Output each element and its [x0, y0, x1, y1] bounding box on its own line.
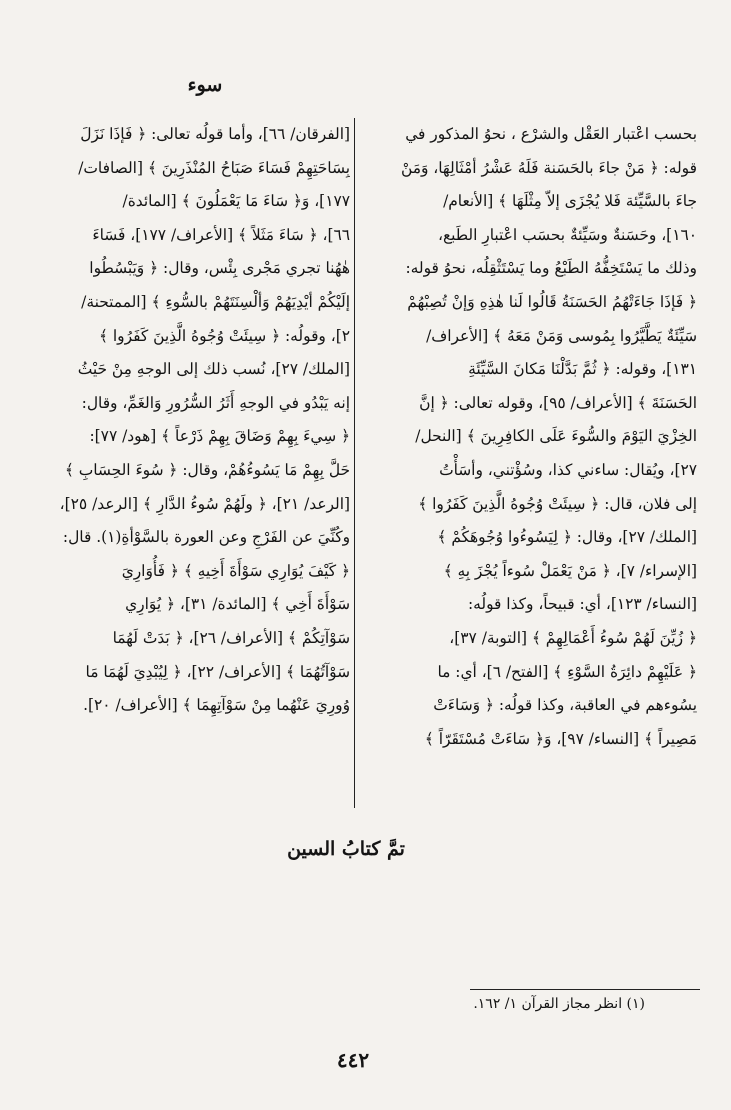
text-line: سَيِّئَةٌ يَطَّيَّرُوا بِمُوسى وَمَنْ مَعَهُ ﴾ [الأعراف/: [426, 326, 697, 345]
left-text-column: [38, 118, 350, 723]
text-line: [النساء/ ١٢٣]، أي: قبيحاً، وكذا قولُه:: [467, 595, 697, 614]
text-line: يسُوءهم في العاقبة، وكذا قولُه: ﴿ وَسَاءَتْ: [433, 696, 697, 715]
text-line: جاءَ بالسَّيِّئة فَلا يُجْزَى إلاّ مِثْلَهَا ﴾ [الأنعام/: [443, 192, 697, 211]
right-text-column: [359, 118, 697, 756]
text-line: وُورِيَ عَنْهُما مِنْ سَوْآتِهِمَا ﴾ [الأعراف/ ٢٠].: [83, 696, 350, 715]
text-line: [الرعد/ ٢١]، ﴿ ولَهُمْ سُوءُ الدَّارِ ﴾ [الرعد/ ٢٥]،: [59, 494, 350, 513]
text-line: وكُنِّيَ عن الفَرْجِ وعن العورة بالسَّوْأةِ(١). قال:: [62, 528, 350, 547]
text-line: ١٦٠]، وحَسَنةٌ وسَيِّئةٌ بحسَب اعْتبارِ الطَبع،: [437, 225, 697, 244]
text-line: ١٧٧]، وَ﴿ سَاءَ مَا يَعْمَلُونَ ﴾ [المائدة/: [122, 192, 350, 211]
text-line: ٢]، وقولُه: ﴿ سِيئَتْ وُجُوهُ الَّذِينَ كَفَرُوا ﴾: [98, 326, 350, 345]
text-line: سَوْأَةَ أَخِي ﴾ [المائدة/ ٣١]، ﴿ يُوَارِي: [125, 595, 350, 614]
footnote-divider: [470, 989, 700, 990]
footnote: (١) انظر مجاز القرآن ١/ ١٦٢.: [473, 996, 645, 1012]
text-line: حَلَّ بِهِمْ مَا يَسُوءُهُمْ، وقال: ﴿ سُوءَ الحِسَابِ ﴾: [64, 460, 350, 479]
text-line: ١٣١]، وقوله: ﴿ ثُمَّ بَدَّلْنَا مَكانَ السَّيِّئَةِ: [468, 360, 697, 379]
text-line: سَوْآتِكُمْ ﴾ [الأعراف/ ٢٦]، ﴿ بَدَتْ لَهُمَا: [112, 628, 350, 647]
chapter-end-title: تمَّ كتابُ السين: [287, 838, 405, 860]
text-line: [الفرقان/ ٦٦]، وأما قولُه تعالى: ﴿ فَإذَا نَزَلَ: [80, 125, 350, 143]
text-line: مَصِيراً ﴾ [النساء/ ٩٧]، وَ﴿ سَاءَتْ مُسْتَقَرّاً ﴾: [424, 729, 697, 748]
text-line: ﴿ عَلَيْهِمْ دائِرَةُ السَّوْءِ ﴾ [الفتح/ ٦]، أي: ما: [437, 662, 697, 681]
text-line: إنه يَبْدُو في الوجهِ أَثَرُ السُّرُورِ وَالغَمِّ، وقال:: [81, 393, 350, 412]
text-line: ﴿ سِيءَ بِهِمْ وَضَاقَ بِهِمْ ذَرْعاً ﴾ [هود/ ٧٧]:: [89, 427, 350, 446]
text-line: ﴿ فَإذَا جَاءَتْهُمُ الحَسَنَةُ قَالُوا لَنا هٰذِهِ وَإنْ تُصِبْهُمْ: [407, 292, 697, 311]
text-line: ٢٧]، ويُقال: ساءني كذا، وسُؤْتني، وأسَأْتُ: [439, 460, 697, 479]
text-line: الحَسَنَةَ ﴾ [الأعراف/ ٩٥]، وقوله تعالى: ﴿ إنَّ: [419, 393, 697, 412]
text-line: قوله: ﴿ مَنْ جاءَ بالحَسَنة فَلَهُ عَشْرُ أمْثَالِهَا، وَمَنْ: [400, 158, 697, 177]
text-line: [الإسراء/ ٧]، ﴿ مَنْ يَعْمَلْ سُوءاً يُجْزَ بِهِ ﴾: [443, 561, 697, 580]
text-line: وذلك ما يَسْتَخِفُّهُ الطَبْعُ وما يَسْتَثْقِلُه، نحوُ قوله:: [405, 259, 697, 278]
text-line: ﴿ كَيْفَ يُوَارِي سَوْأَةَ أَخِيهِ ﴾ ﴿ فَأُوَارِيَ: [121, 561, 350, 580]
text-line: الخِزْيَ اليَوْمَ والسُّوءَ عَلَى الكافِرِينَ ﴾ [النحل/: [415, 427, 697, 446]
column-divider: [354, 118, 355, 808]
text-line: [الملك/ ٢٧]، نُسب ذلك إلى الوجهِ مِنْ حَيْثُ: [77, 360, 350, 379]
text-line: إلَيْكُمْ أيْدِيَهُمْ وَألْسِنَتَهُمْ بالسُّوءِ ﴾ [الممتحنة/: [81, 292, 350, 311]
text-line: [الملك/ ٢٧]، وقال: ﴿ لِيَسُوءُوا وُجُوهَكُمْ ﴾: [437, 528, 697, 547]
text-line: هٰهُنا تجري مَجْرى بِئْس، وقال: ﴿ وَيَبْسُطُوا: [89, 259, 350, 278]
page-number: ٤٤٢: [336, 1048, 370, 1072]
page-header-word: سوء: [187, 74, 223, 96]
text-line: ٦٦]، ﴿ سَاءَ مَثَلاً ﴾ [الأعراف/ ١٧٧]، فَسَاءَ: [92, 225, 350, 244]
text-line: بِسَاحَتِهِمْ فَسَاءَ صَبَاحُ المُنْذَرِينَ ﴾ [الصافات/: [78, 158, 350, 177]
text-line: بحسب اعْتبار العَقْل والشرْع ، نحوُ المذكور في: [405, 125, 697, 143]
text-line: إلى فلان، قال: ﴿ سِيئَتْ وُجُوهُ الَّذِينَ كَفَرُوا ﴾: [418, 494, 697, 513]
text-line: ﴿ زُيِّنَ لَهُمْ سُوءُ أَعْمَالِهِمْ ﴾ [التوبة/ ٣٧]،: [449, 628, 697, 647]
text-line: سَوْآتُهُمَا ﴾ [الأعراف/ ٢٢]، ﴿ لِيُبْدِيَ لَهُمَا مَا: [85, 662, 350, 681]
